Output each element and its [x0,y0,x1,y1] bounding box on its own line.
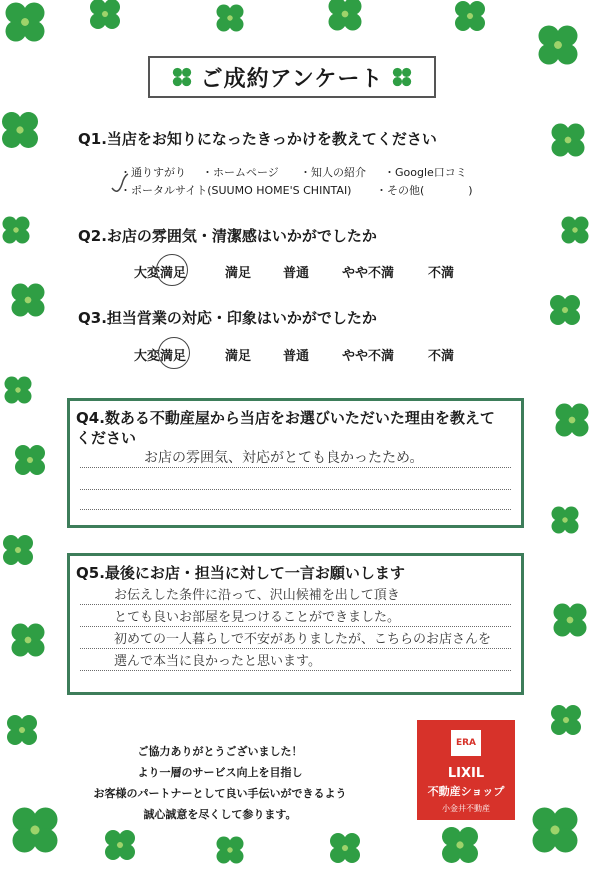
q2-question: Q2.お店の雰囲気・清潔感はいかがでしたか [78,227,377,245]
logo-brand: LIXIL [447,766,485,781]
logo-store-name: 小金井不動産 [442,804,490,813]
q5-handwritten-line4: 選んで本当に良かったと思います。 [114,654,321,669]
q3-question: Q3.担当営業の対応・印象はいかがでしたか [78,309,377,327]
q4-question-line2: ください [76,429,137,447]
q1-option-homepage: ・ホームページ [202,166,279,179]
q2-selection-mark [156,254,188,286]
q1-option-referral: ・知人の紹介 [300,166,366,179]
q3-rating-neutral: 普通 [283,349,310,364]
q5-question: Q5.最後にお店・担当に対して一言お願いします [76,564,405,582]
q1-option-other: ・その他( ) [376,184,473,197]
q1-option-portal: ・ポータルサイト(SUUMO HOME'S CHINTAI) [120,184,352,197]
q4-answer-box [67,398,524,528]
logo-shop: 不動産ショップ [427,785,505,798]
q2-rating-satisfied: 満足 [225,266,252,281]
thanks-line3: お客様のパートナーとして良い手伝いができるよう [93,787,347,800]
q3-selection-mark [158,337,190,369]
ruled-line [80,670,511,671]
q2-rating-very-satisfied: 大変満足 [134,266,187,281]
ruled-line [80,489,511,490]
title-banner [148,56,436,98]
q2-rating-neutral: 普通 [283,266,310,281]
clover-icon [391,66,413,88]
ruled-line [80,467,511,468]
lixil-shop-logo [417,720,515,820]
q2-rating-somewhat-dissatisfied: やや不満 [342,266,395,281]
thanks-line2: より一層のサービス向上を目指し [137,766,303,779]
q3-rating-somewhat-dissatisfied: やや不満 [342,349,395,364]
q3-rating-very-satisfied: 大変満足 [134,349,187,364]
q5-handwritten-line3: 初めての一人暮らしで不安がありましたが、こちらのお店さんを [114,632,492,647]
q4-question-line1: Q4.数ある不動産屋から当店をお選びいただいた理由を教えて [76,409,495,427]
q3-rating-dissatisfied: 不満 [428,349,455,364]
hand-checkmark-icon [108,172,130,198]
ruled-line [80,509,511,510]
q4-handwritten-answer: お店の雰囲気、対応がとても良かったため。 [144,450,424,466]
q1-option-passing: ・通りすがり [120,166,186,179]
q2-rating-dissatisfied: 不満 [428,266,455,281]
thanks-line1: ご協力ありがとうございました！ [137,745,303,758]
ruled-line [80,604,511,605]
era-logo: ERA [451,730,481,756]
page-title: ご成約アンケート [200,66,384,92]
clover-icon [171,66,193,88]
q1-question: Q1.当店をお知りになったきっかけを教えてください [78,130,437,148]
ruled-line [80,648,511,649]
q5-handwritten-line1: お伝えした条件に沿って、沢山候補を出して頂き [114,588,400,603]
q3-rating-satisfied: 満足 [225,349,252,364]
ruled-line [80,626,511,627]
q5-answer-box [67,553,524,695]
q1-option-google: ・Google口コミ [384,166,467,179]
q5-handwritten-line2: とても良いお部屋を見つけることができました。 [114,610,401,625]
thanks-line4: 誠心誠意を尽くして参ります。 [143,808,297,821]
